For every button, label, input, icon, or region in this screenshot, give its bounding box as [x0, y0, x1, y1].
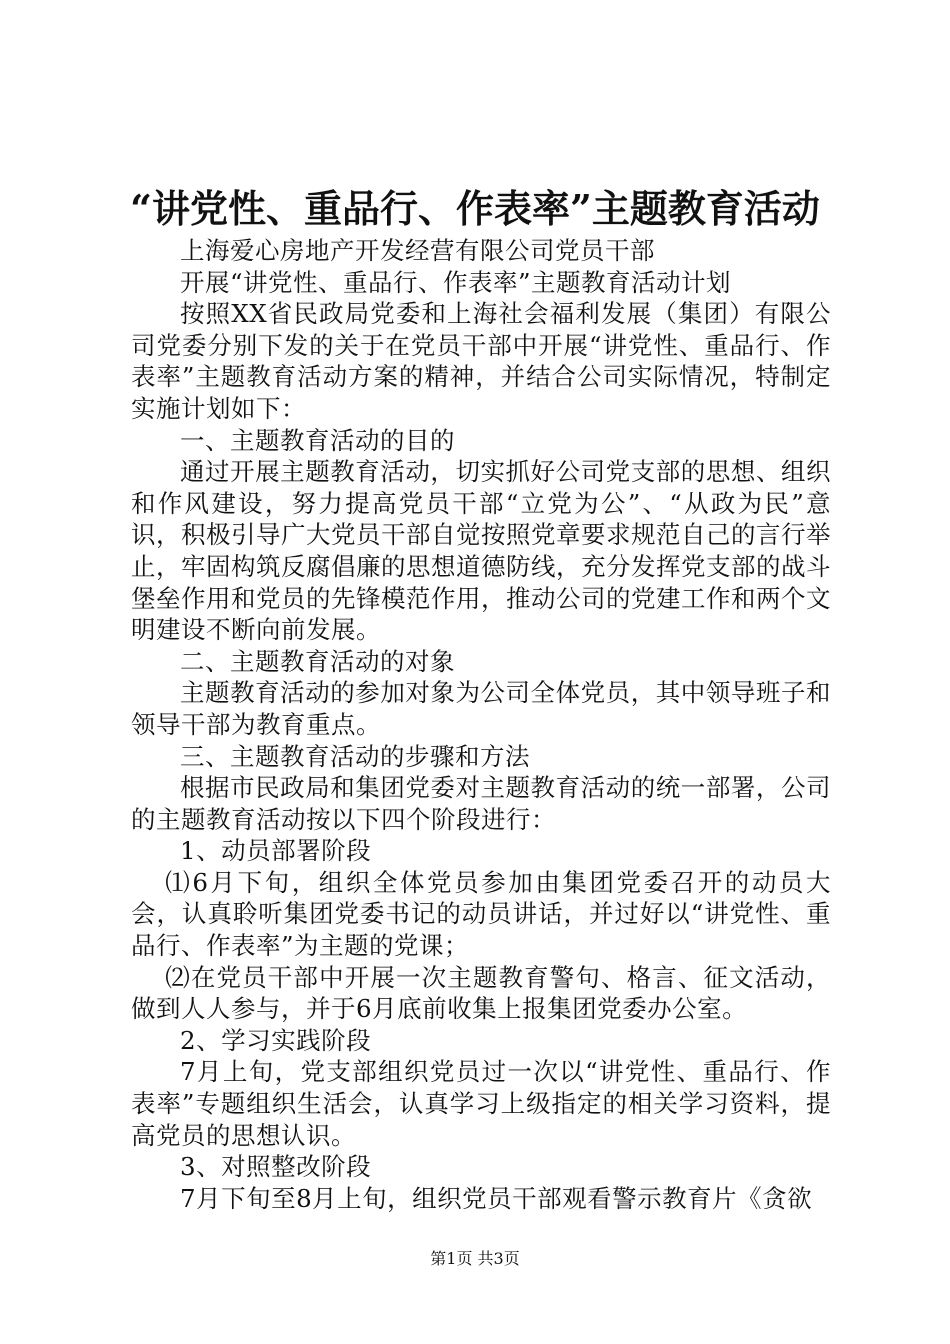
section-heading-purpose: 一、主题教育活动的目的 — [180, 425, 455, 455]
paragraph-company: 上海爱心房地产开发经营有限公司党员干部 — [180, 236, 655, 265]
paragraph-target: 主题教育活动的参加对象为公司全体党员，其中领导班子和领导干部为教育重点。 — [131, 678, 831, 739]
paragraph-intro: 按照XX省民政局党委和上海社会福利发展（集团）有限公司党委分别下发的关于在党员干部中开展“讲党性、重品行、作表率”主题教育活动方案的精神，并结合公司实际情况，特制定实施计划如下： — [131, 299, 831, 423]
paragraph-step-3: 7月下旬至8月上旬，组织党员干部观看警示教育片《贪欲 — [180, 1183, 813, 1213]
paragraph-steps: 根据市民政局和集团党委对主题教育活动的统一部署，公司的主题教育活动按以下四个阶段进行： — [131, 773, 831, 834]
paragraph-step-2: 7月上旬，党支部组织党员过一次以“讲党性、重品行、作表率”专题组织生活会，认真学习上级指定的相关学习资料，提高党员的思想认识。 — [131, 1057, 831, 1150]
document-title: “讲党性、重品行、作表率”主题教育活动 — [130, 186, 820, 231]
page-number-footer: 第1页 共3页 — [430, 1249, 520, 1268]
step-heading-2: 2、学习实践阶段 — [180, 1025, 372, 1055]
section-heading-target: 二、主题教育活动的对象 — [180, 646, 455, 676]
section-heading-steps: 三、主题教育活动的步骤和方法 — [180, 741, 530, 771]
paragraph-step-1-item-2: ⑵在党员干部中开展一次主题教育警句、格言、征文活动，做到人人参与，并于6月底前收集上报集团党委办公室。 — [131, 962, 831, 1024]
paragraph-step-1-item-1: ⑴6月下旬，组织全体党员参加由集团党委召开的动员大会，认真聆听集团党委书记的动员讲话，并过好以“讲党性、重品行、作表率”为主题的党课； — [131, 867, 831, 961]
paragraph-plan-title: 开展“讲党性、重品行、作表率”主题教育活动计划 — [180, 267, 732, 297]
paragraph-purpose: 通过开展主题教育活动，切实抓好公司党支部的思想、组织和作风建设，努力提高党员干部“立党为公”、“从政为民”意识，积极引导广大党员干部自觉按照党章要求规范自己的言行举止，牢固构筑反腐倡廉的思想道德防线，充分发挥党支部的战斗堡垒作用和党员的先锋模范作用，推动公司的党建工作和两个文明建设不断向前发展。 — [131, 457, 831, 645]
step-heading-3: 3、对照整改阶段 — [180, 1152, 372, 1182]
document-body — [131, 235, 831, 1214]
step-heading-1: 1、动员部署阶段 — [180, 836, 372, 866]
